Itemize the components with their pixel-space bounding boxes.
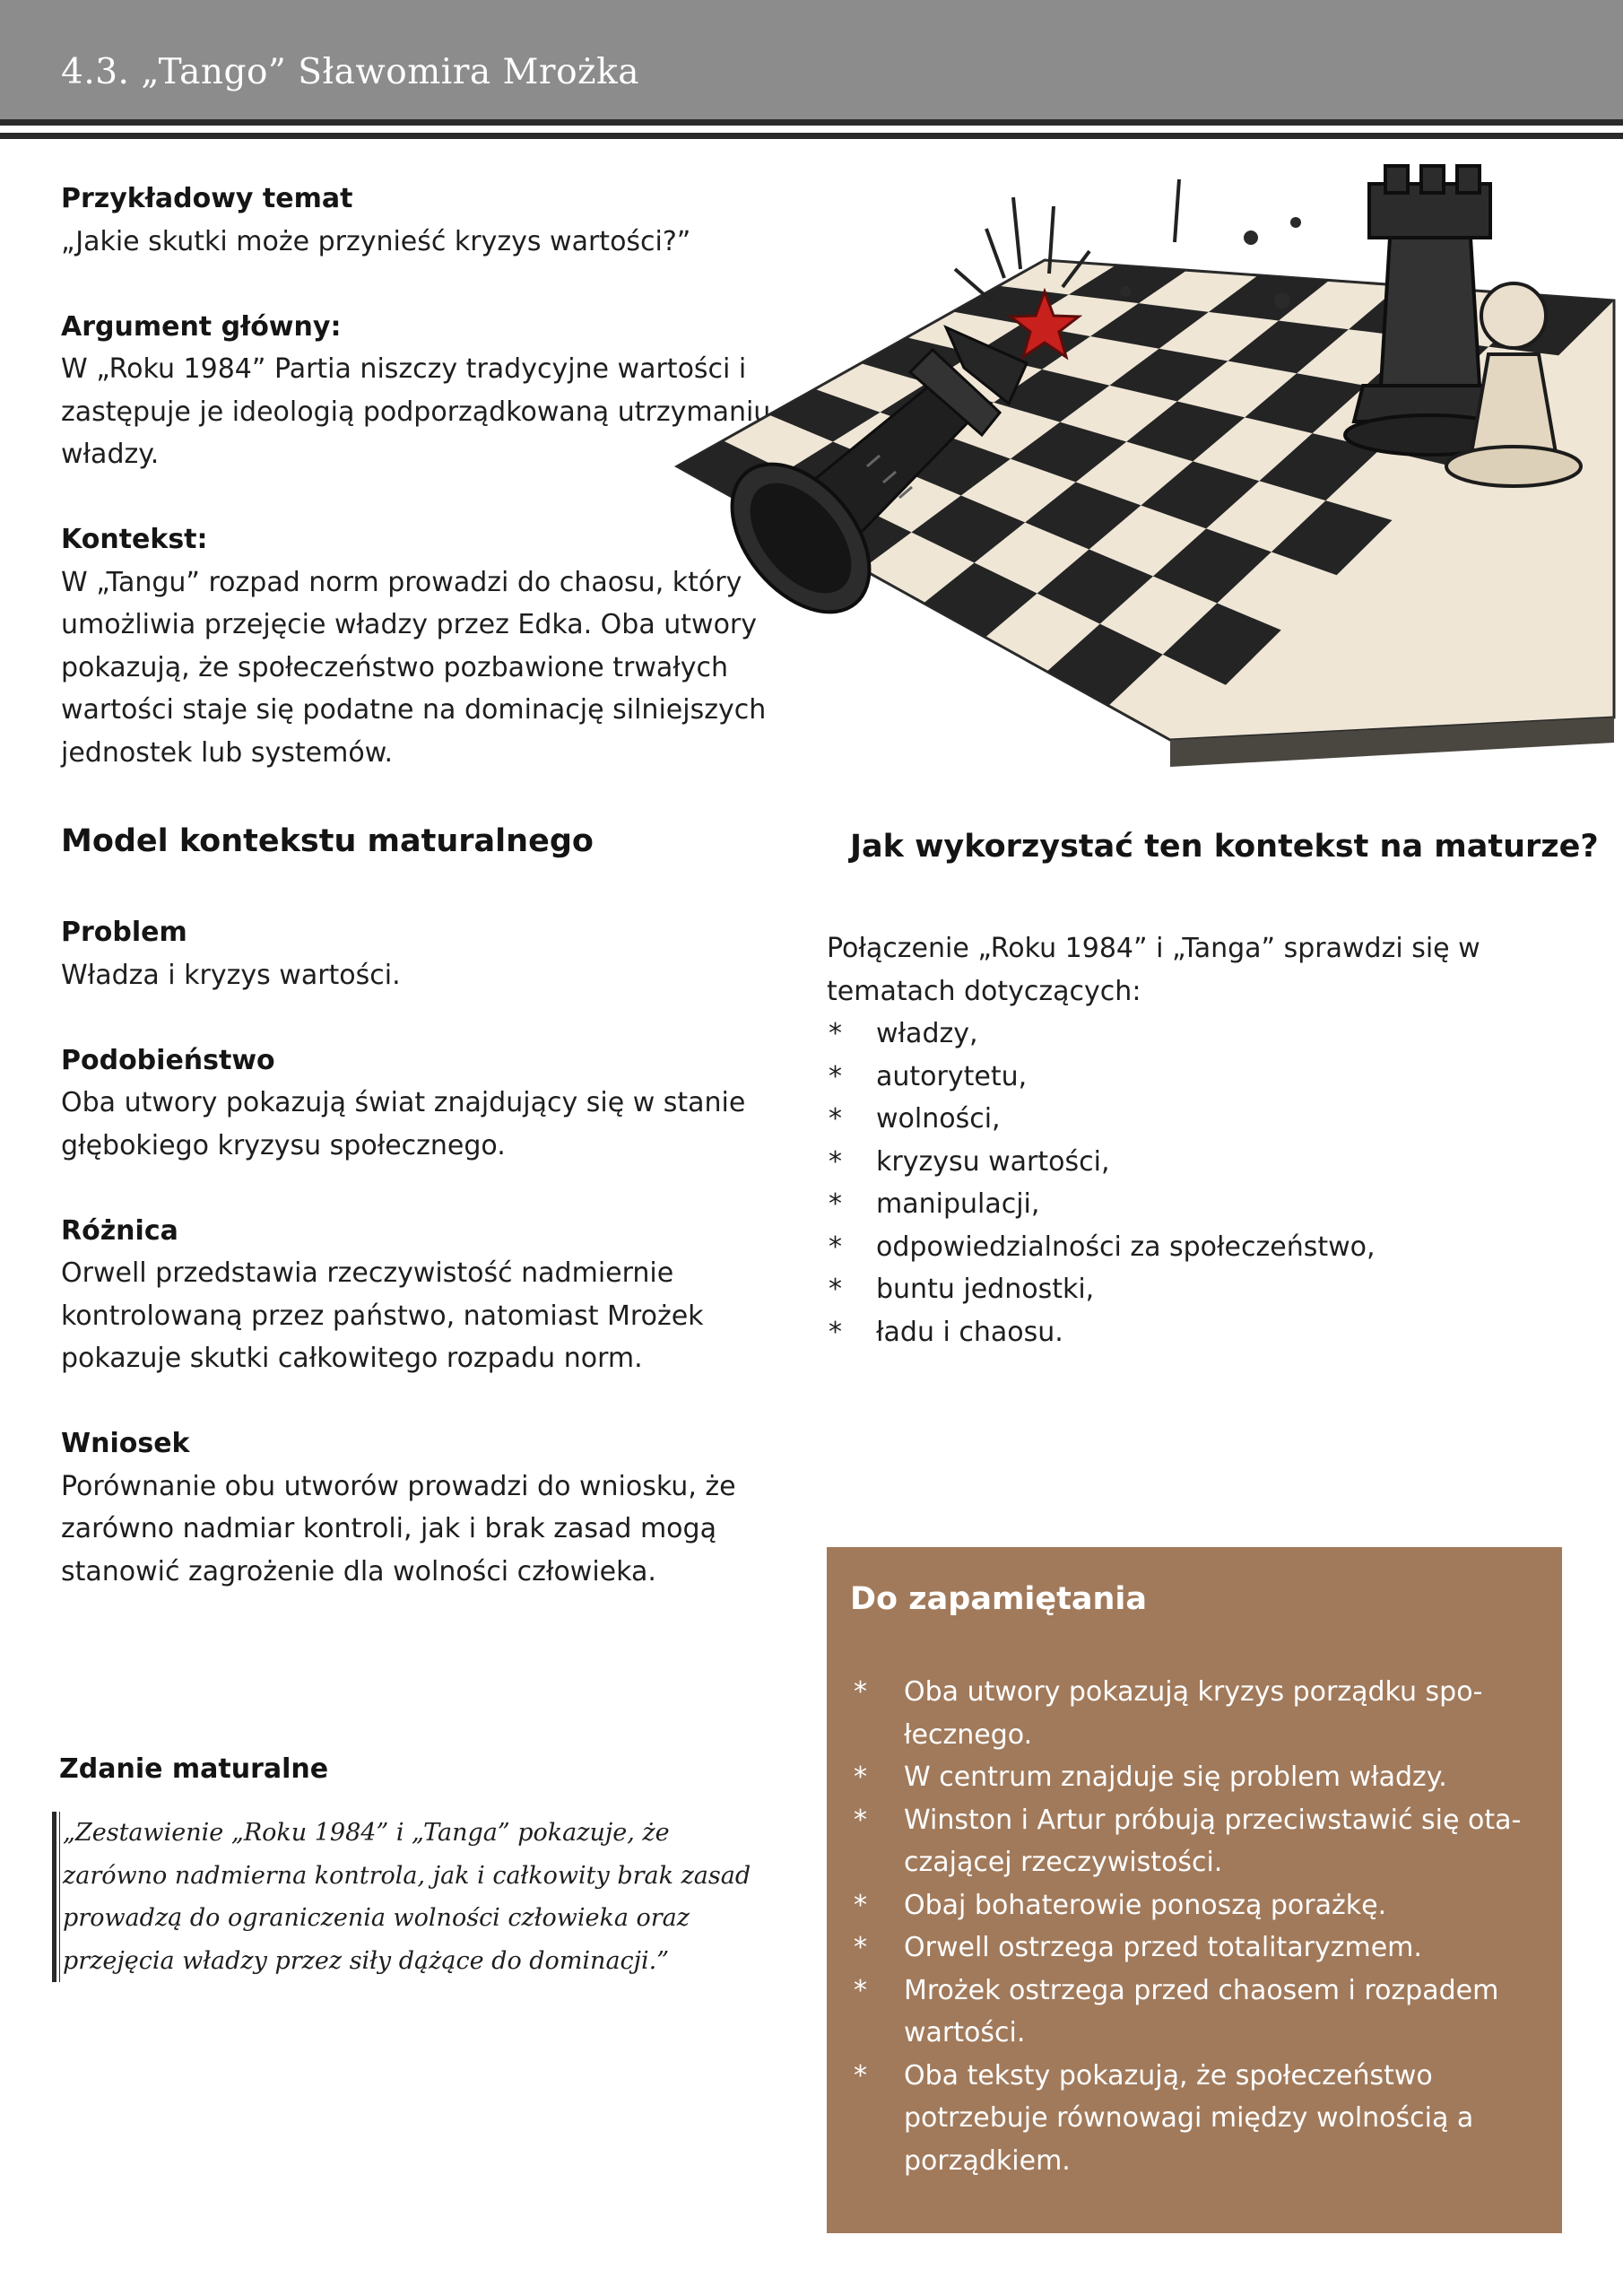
- usage-intro: Połączenie „Roku 1984” i „Tanga” sprawdzi się w tematach dotyczących:: [827, 933, 1480, 1007]
- usage-list-item: [827, 1141, 1562, 1184]
- model-heading: Model kontekstu maturalnego: [61, 823, 594, 859]
- sentence-quote: „Zestawienie „Roku 1984” i „Tanga” pokazuje, że zarówno nadmierna kontrola, jak i całkowity brak zasad prowadzą do ograniczenia wolności człowieka oraz przejęcia władzy przez siły dążące do dominacji.”: [63, 1819, 751, 1975]
- usage-list-item-text: manipulacji,: [876, 1188, 1040, 1220]
- bullet-asterisk: *: [829, 1188, 842, 1220]
- argument-label: Argument główny:: [61, 310, 342, 343]
- usage-list-item-text: władzy,: [876, 1018, 978, 1049]
- remember-list-item: [852, 1926, 1533, 1970]
- remember-list-item-text: Mrożek ostrzega przed chaosem i rozpadem wartości.: [904, 1974, 1499, 2048]
- model-section: [61, 911, 778, 1593]
- topic-label: Przykładowy temat: [61, 183, 353, 214]
- quote-bar: [52, 1812, 56, 1982]
- difference-label: Różnica: [61, 1214, 178, 1247]
- usage-list-item: [827, 1226, 1562, 1269]
- remember-box: [827, 1547, 1562, 2233]
- chess-illustration-icon: [668, 144, 1623, 825]
- usage-list-item-text: buntu jednostki,: [876, 1274, 1095, 1305]
- remember-list-item-text: Winston i Artur próbują przeciwstawić się otaczającej rzeczywistości.: [904, 1804, 1522, 1878]
- bullet-asterisk: *: [854, 2059, 867, 2092]
- usage-section: [827, 927, 1562, 1353]
- problem-text: Władza i kryzys wartości.: [61, 959, 401, 991]
- usage-list-item-text: kryzysu wartości,: [876, 1145, 1110, 1178]
- similarity-text: Oba utwory pokazują świat znajdujący się w stanie głębokiego kryzysu społecznego.: [61, 1087, 746, 1161]
- problem-label: Problem: [61, 917, 187, 948]
- usage-list-item: [827, 1013, 1562, 1056]
- conclusion-text: Porównanie obu utworów prowadzi do wniosku, że zarówno nadmiar kontroli, jak i brak zasad mogą stanowić zagrożenie dla wolności człowieka.: [61, 1470, 736, 1587]
- remember-list-item-text: Oba teksty pokazują, że społeczeństwo potrzebuje równowagi między wolnością a porządkiem.: [904, 2059, 1474, 2177]
- remember-list-item: [852, 2055, 1533, 2183]
- bullet-asterisk: *: [854, 1804, 867, 1836]
- remember-list-item: [852, 1970, 1533, 2055]
- usage-list-item-text: ładu i chaosu.: [876, 1316, 1063, 1348]
- usage-list-item: [827, 1268, 1562, 1311]
- remember-list-item-text: Oba utwory pokazują kryzys porządku społecznego.: [904, 1676, 1483, 1751]
- bullet-asterisk: *: [829, 1060, 842, 1092]
- remember-list-item-text: Orwell ostrzega przed totalitaryzmem.: [904, 1932, 1422, 1963]
- bullet-asterisk: *: [829, 1274, 842, 1305]
- usage-heading: Jak wykorzystać ten kontekst na maturze?: [850, 829, 1599, 865]
- bullet-asterisk: *: [854, 1974, 867, 2006]
- usage-list-item: [827, 1311, 1562, 1354]
- usage-list-item: [827, 1183, 1562, 1226]
- sentence-quote-block: [52, 1812, 769, 1984]
- sentence-heading: Zdanie maturalne: [59, 1753, 329, 1785]
- topic-text: „Jakie skutki może przynieść kryzys wartości?”: [61, 225, 691, 257]
- usage-list: [827, 1013, 1562, 1353]
- header-rule-bottom: [0, 133, 1623, 139]
- conclusion-label: Wniosek: [61, 1428, 190, 1459]
- bullet-asterisk: *: [829, 1145, 842, 1178]
- remember-list-item-text: Obaj bohaterowie ponoszą porażkę.: [904, 1889, 1387, 1921]
- bullet-asterisk: *: [854, 1676, 867, 1708]
- context-text: W „Tangu” rozpad norm prowadzi do chaosu, który umożliwia przejęcie władzy przez Edka. Oba utwory pokazują, że społeczeństwo pozbawione trwałych wartości staje się podatne na dominację silniejszych jednostek lub systemów.: [61, 566, 767, 769]
- bullet-asterisk: *: [829, 1103, 842, 1135]
- bullet-asterisk: *: [854, 1932, 867, 1963]
- usage-list-item-text: wolności,: [876, 1103, 1001, 1135]
- similarity-label: Podobieństwo: [61, 1044, 275, 1076]
- remember-list-item: [852, 1756, 1533, 1799]
- remember-list-item: [852, 1884, 1533, 1927]
- remember-list-item: [852, 1799, 1533, 1884]
- difference-text: Orwell przedstawia rzeczywistość nadmiernie kontrolowaną przez państwo, natomiast Mrożek pokazuje skutki całkowitego rozpadu norm.: [61, 1257, 704, 1374]
- usage-list-item: [827, 1056, 1562, 1099]
- remember-list-item-text: W centrum znajduje się problem władzy.: [904, 1761, 1447, 1793]
- page-title: 4.3. „Tango” Sławomira Mrożka: [61, 52, 639, 92]
- usage-list-item-text: odpowiedzialności za społeczeństwo,: [876, 1231, 1376, 1263]
- remember-list: [852, 1671, 1533, 2182]
- quote-bar-thin: [59, 1812, 60, 1982]
- bullet-asterisk: *: [829, 1231, 842, 1263]
- bullet-asterisk: *: [854, 1889, 867, 1921]
- context-label: Kontekst:: [61, 524, 208, 555]
- argument-text: W „Roku 1984” Partia niszczy tradycyjne wartości i zastępuje je ideologią podporządkowaną utrzymaniu władzy.: [61, 353, 771, 470]
- page-header: [0, 0, 1623, 119]
- usage-list-item: [827, 1098, 1562, 1141]
- bullet-asterisk: *: [829, 1018, 842, 1049]
- bullet-asterisk: *: [829, 1316, 842, 1348]
- header-rule-top: [0, 119, 1623, 126]
- bullet-asterisk: *: [854, 1761, 867, 1793]
- remember-list-item: [852, 1671, 1533, 1756]
- remember-heading: Do zapamiętania: [850, 1581, 1148, 1617]
- usage-list-item-text: autorytetu,: [876, 1060, 1028, 1092]
